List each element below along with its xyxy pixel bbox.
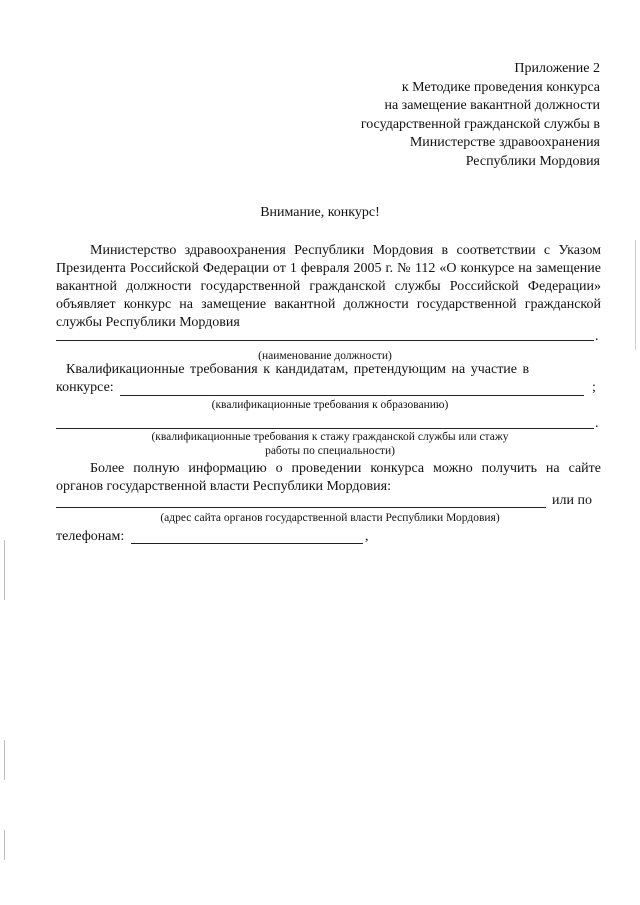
scan-artifact — [4, 540, 5, 600]
appendix-line: Министерстве здравоохранения — [409, 135, 600, 150]
qualification-line: Квалификационные требования к кандидатам, претендующим на участие в — [66, 362, 530, 377]
appendix-line: на замещение вакантной должности — [384, 98, 600, 113]
appendix-line: Приложение 2 — [514, 61, 600, 76]
position-name-blank — [56, 340, 594, 341]
experience-blank-period: . — [595, 416, 599, 431]
more-info-paragraph: Более полную информацию о проведении конкурса можно получить на сайте органов государственной власти Республики Мордовия: — [56, 461, 601, 494]
position-caption: (наименование должности) — [258, 350, 392, 362]
scan-artifact — [4, 830, 5, 860]
appendix-line: Республики Мордовия — [465, 153, 600, 169]
education-caption: (квалификационные требования к образованию) — [211, 399, 449, 411]
experience-caption-line2: работы по специальности) — [265, 445, 395, 457]
phones-blank — [131, 543, 363, 544]
announcement-title: Внимание, конкурс! — [260, 205, 380, 220]
education-blank-semicolon: ; — [592, 380, 596, 395]
scan-artifact — [4, 740, 5, 780]
appendix-header — [361, 60, 600, 171]
site-address-blank — [56, 507, 546, 508]
or-by-text: или по — [552, 493, 592, 508]
appendix-line: к Методике проведения конкурса — [401, 79, 600, 95]
experience-blank — [56, 428, 594, 429]
phones-blank-comma: , — [365, 529, 369, 544]
intro-paragraph: Министерство здравоохранения Республики Мордовия в соответствии с Указом Президента Российской Федерации от 1 февраля 2005 г. № 112 «О конкурсе на замещение вакантной должности государственной гражданской службы Российской Федерации» объявляет конкурс на замещение вакантной должности государственной гражданской службы Республики Мордовия — [56, 243, 601, 330]
appendix-line: государственной гражданской службы в — [360, 116, 600, 132]
phones-label: телефонам: — [56, 529, 125, 544]
education-blank — [120, 395, 584, 396]
experience-caption-line1: (квалификационные требования к стажу гражданской службы или стажу — [151, 431, 509, 443]
site-caption: (адрес сайта органов государственной власти Республики Мордовия) — [160, 512, 500, 524]
scan-artifact — [635, 240, 636, 350]
qualification-prefix: конкурсе: — [56, 380, 114, 395]
position-blank-period: . — [595, 329, 599, 344]
